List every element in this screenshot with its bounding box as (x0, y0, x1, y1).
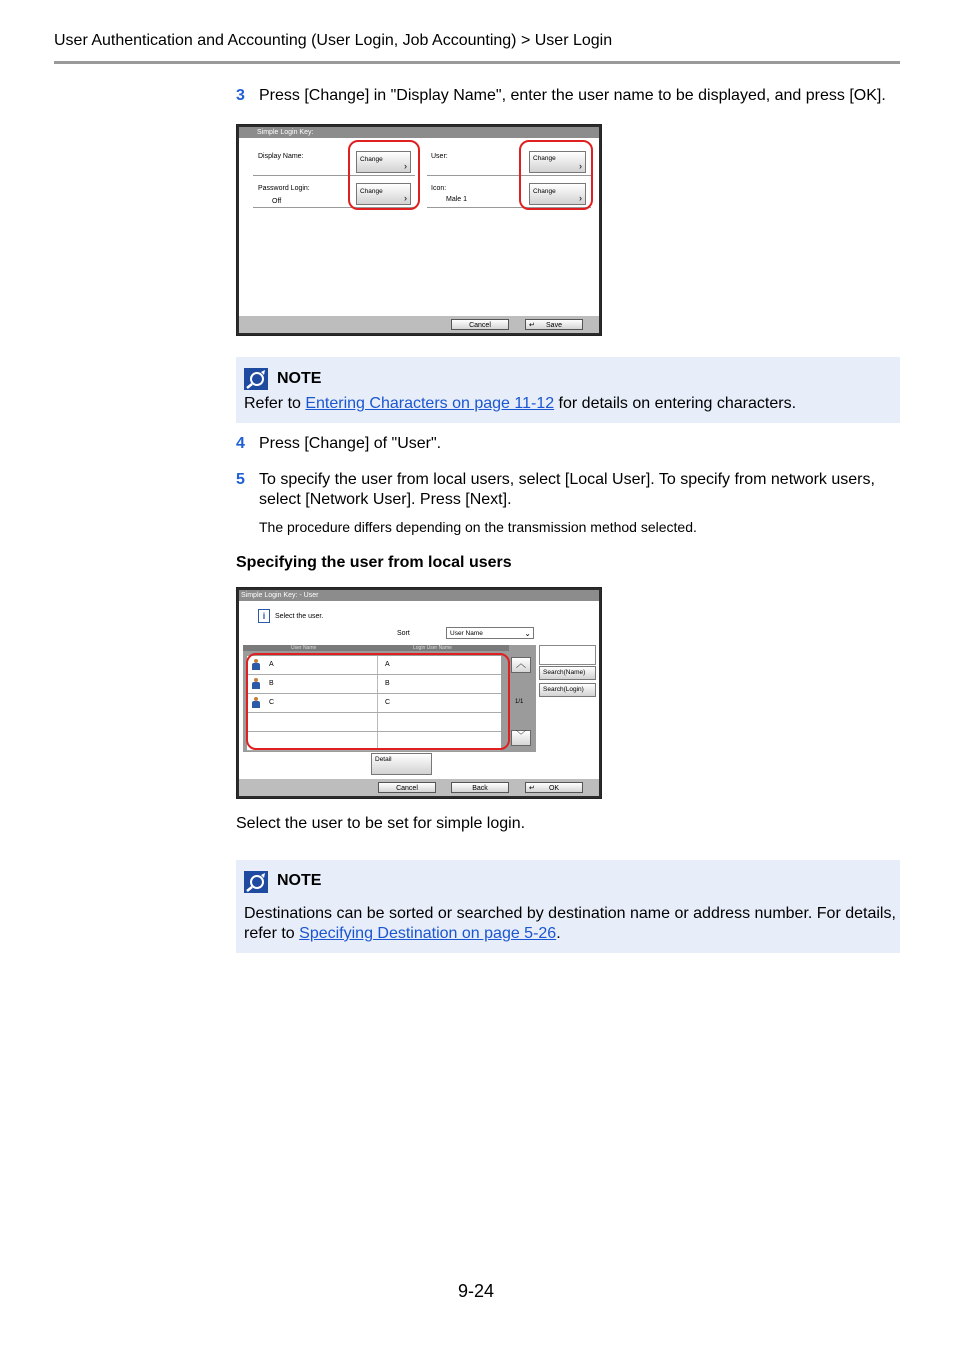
password-login-label: Password Login: (258, 185, 310, 192)
note-body: Destinations can be sorted or searched by destination name or address number. For details, refer to Specifying Destination on page 5-26. (244, 905, 896, 942)
sort-label: Sort (397, 630, 410, 637)
note-icon (244, 368, 268, 390)
table-row[interactable]: A A (247, 656, 501, 675)
cancel-button[interactable]: Cancel (378, 782, 436, 793)
password-login-value: Off (272, 198, 282, 205)
detail-button[interactable]: Detail (371, 753, 432, 775)
step-4-text: Press [Change] of "User". (259, 435, 442, 452)
chevron-down-icon: ⌄ (524, 629, 531, 638)
screen-footer (239, 316, 599, 333)
scroll-up-button[interactable] (511, 657, 531, 673)
note-box (236, 860, 900, 953)
display-name-label: Display Name: (258, 153, 304, 160)
instruction-text: Select the user. (275, 613, 324, 620)
highlight-outline (246, 653, 510, 750)
specifying-destination-link[interactable]: Specifying Destination on page 5-26 (299, 925, 557, 942)
ok-button[interactable]: ↵ OK (525, 782, 583, 793)
display-name-change-button[interactable]: Change › (356, 151, 411, 173)
enter-icon: ↵ (529, 785, 535, 792)
search-input[interactable] (539, 645, 596, 665)
note-box (236, 357, 900, 423)
page-indicator: 1/1 (515, 699, 524, 705)
step-4-number: 4 (236, 435, 245, 452)
chevron-down-icon: ﹀ (516, 731, 526, 742)
sort-select[interactable]: User Name ⌄ (446, 627, 534, 639)
caption: Select the user to be set for simple login. (236, 815, 526, 832)
table-row[interactable]: C C (247, 694, 501, 713)
note-body: Refer to Entering Characters on page 11-12 for details on entering characters. (244, 395, 797, 412)
page-number: 9-24 (458, 1281, 495, 1301)
enter-icon: ↵ (529, 322, 535, 329)
info-icon: i (258, 609, 270, 623)
step-5-subtext: The procedure differs depending on the transmission method selected. (259, 519, 697, 535)
user-change-button[interactable]: Change › (529, 151, 586, 173)
note-icon (244, 871, 268, 893)
highlight-outline (348, 140, 420, 210)
section-heading: Specifying the user from local users (236, 554, 512, 571)
list-header: User Name Login User Name (243, 645, 509, 651)
breadcrumb: User Authentication and Accounting (User Login, Job Accounting) > User Login (54, 32, 613, 49)
step-3-number: 3 (236, 87, 245, 104)
password-login-change-button[interactable]: Change › (356, 183, 411, 205)
icon-label: Icon: (431, 185, 447, 192)
user-label: User: (431, 153, 448, 160)
icon-change-button[interactable]: Change › (529, 183, 586, 205)
screen-title: Simple Login Key: - User (239, 590, 599, 601)
cancel-button[interactable]: Cancel (451, 319, 509, 330)
search-login-button[interactable]: Search(Login) (539, 683, 596, 697)
header-divider (54, 61, 900, 64)
note-title: NOTE (277, 370, 322, 387)
highlight-outline (519, 140, 593, 210)
screen-title: Simple Login Key: (239, 127, 599, 138)
save-button[interactable]: ↵ Save (525, 319, 583, 330)
entering-characters-link[interactable]: Entering Characters on page 11-12 (305, 395, 555, 412)
select-user-screen (236, 587, 602, 799)
search-name-button[interactable]: Search(Name) (539, 666, 596, 680)
simple-login-key-screen (236, 124, 602, 336)
screen-footer (239, 779, 599, 796)
note-title: NOTE (277, 872, 322, 889)
step-3-text: Press [Change] in "Display Name", enter the user name to be displayed, and press [OK]. (259, 87, 886, 104)
chevron-up-icon: ︿ (516, 659, 526, 670)
step-5-text: To specify the user from local users, select [Local User]. To specify from network users, select [Network User]. Press [Next]. (259, 471, 875, 508)
step-5-number: 5 (236, 471, 245, 488)
back-button[interactable]: Back (451, 782, 509, 793)
icon-value: Male 1 (446, 196, 468, 203)
scroll-down-button[interactable] (511, 730, 531, 746)
table-row[interactable]: B B (247, 675, 501, 694)
